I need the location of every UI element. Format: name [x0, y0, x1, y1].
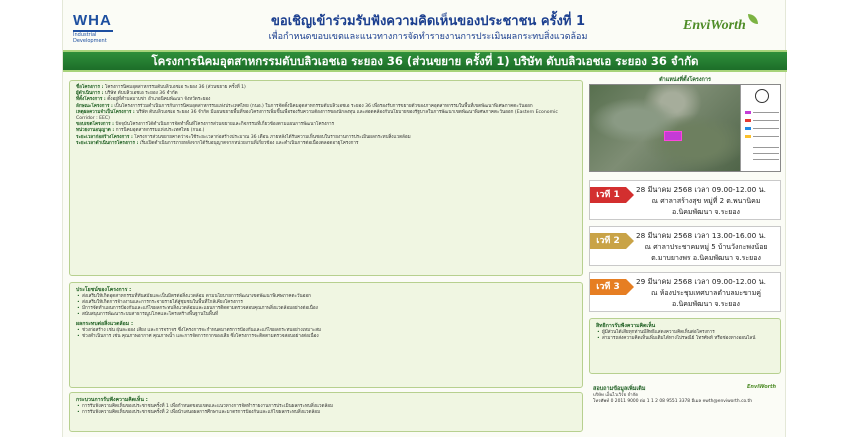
- info-text: บริษัท ดับบลิวเอชเอ ระยอง 36 จำกัด: [104, 91, 178, 97]
- list-item: • การรับฟังความคิดเห็นของประชาชนครั้งที่ 2 เพื่อนำเสนอผลการศึกษาและมาตรการป้องกันและแก้ไขผลกระทบสิ่งแวดล้อม: [76, 410, 576, 416]
- info-text: ปัจจุบันโครงการได้ดำเนินการจัดทำพื้นที่โครงการส่วนขยายและกิจกรรมที่เกี่ยวข้องตามแผนการพัฒนาโครงการ: [115, 122, 335, 128]
- list-item: • มีการจัดทำแผนการป้องกันและแก้ไขผลกระทบสิ่งแวดล้อมและแผนการติดตามตรวจสอบคุณภาพสิ่งแวดล้อมอย่างต่อเนื่อง: [76, 306, 576, 312]
- info-label: หน่วยงานอนุญาต :: [76, 128, 115, 134]
- list-item: • ช่วงดำเนินการ เช่น คุณภาพอากาศ คุณภาพน้ำ และการจัดการกากของเสีย ซึ่งโครงการจะติดตามตรวจสอบอย่างต่อเนื่อง: [76, 334, 576, 340]
- enviworth-logo-text: EnviWorth: [683, 18, 746, 33]
- legend-line: [753, 112, 779, 113]
- benefits-list: [76, 294, 576, 318]
- page-subtitle: เพื่อกำหนดขอบเขตและแนวทางการจัดทำรายงานการประเมินผลกระทบสิ่งแวดล้อม: [268, 32, 588, 42]
- info-label: ระยะเวลาก่อสร้างโครงการ :: [76, 134, 133, 140]
- info-text: การนิคมอุตสาหกรรมแห่งประเทศไทย (กนอ.): [115, 128, 205, 134]
- info-row: [76, 110, 576, 122]
- process-panel: [69, 392, 583, 432]
- session-1-date: 28 มีนาคม 2568 เวลา 09.00-12.00 น.: [636, 185, 766, 194]
- list-item: • สนับสนุนการพัฒนาระบบสาธารณูปโภคและโครงสร้างพื้นฐานในพื้นที่: [76, 312, 576, 318]
- info-label: ผู้ดำเนินการ :: [76, 91, 104, 97]
- wha-logo-sub: Industrial Development: [73, 32, 107, 44]
- list-item: • ช่วงก่อสร้าง เช่น ฝุ่นละออง เสียง และการจราจร ซึ่งโครงการจะกำหนดมาตรการป้องกันและแก้ไขผลกระทบอย่างเหมาะสม: [76, 328, 576, 334]
- list-item: • ส่งเสริมให้เกิดอุตสาหกรรมที่ทันสมัยและเป็นมิตรต่อสิ่งแวดล้อม ตามนโยบายการพัฒนาเขตพัฒนาพิเศษภาคตะวันออก: [76, 294, 576, 300]
- session-2-card: [589, 226, 781, 266]
- impact-list: [76, 328, 576, 340]
- process-list: [76, 404, 576, 416]
- info-text: เริ่มเปิดดำเนินการภายหลังจากได้รับอนุญาตจากหน่วยงานที่เกี่ยวข้อง และดำเนินการต่อเนื่องตลอดอายุโครงการ: [139, 140, 359, 146]
- project-banner: โครงการนิคมอุตสาหกรรมดับบลิวเอชเอ ระยอง 36 (ส่วนขยาย ครั้งที่ 1) บริษัท ดับบลิวเอชเอ ระยอง 36 จำกัด: [63, 50, 787, 72]
- legend-line: [753, 147, 779, 148]
- legend-line: [753, 120, 779, 121]
- info-label: ที่ตั้งโครงการ :: [76, 97, 106, 103]
- rights-title: สิทธิการรับฟังความคิดเห็น: [596, 323, 656, 329]
- contact-block: [589, 382, 781, 432]
- session-3-district: อ.นิคมพัฒนา จ.ระยอง: [672, 300, 740, 308]
- session-1-tag: เวที 1: [590, 187, 626, 203]
- info-row: [76, 141, 576, 147]
- info-label: ลักษณะโครงการ :: [76, 103, 113, 109]
- enviworth-logo: [683, 14, 775, 42]
- benefits-title: ประโยชน์ของโครงการ :: [76, 287, 132, 293]
- impact-title: ผลกระทบต่อสิ่งแวดล้อม :: [76, 321, 134, 327]
- legend-line: [753, 153, 779, 154]
- legend-swatch: [745, 119, 751, 122]
- info-label: ขอบเขตโครงการ :: [76, 122, 115, 128]
- info-text: โครงการนิคมอุตสาหกรรมดับบลิวเอชเอ ระยอง 36 (ส่วนขยาย ครั้งที่ 1): [104, 85, 246, 90]
- session-1-place: ณ ศาลาสร้างสุข หมู่ที่ 2 ต.พนานิคม: [651, 197, 761, 205]
- list-item: • สามารถส่งความคิดเห็นเพิ่มเติมได้ทางไปรษณีย์ โทรศัพท์ หรือช่องทางออนไลน์: [596, 336, 774, 342]
- process-title: กระบวนการรับฟังความคิดเห็น :: [76, 397, 148, 403]
- contact-details: โทรศัพท์ 0 2011 9000 ต่อ 1 1 2 08 9551 3378 อีเมล ewth@enviworth.co.th: [593, 398, 752, 404]
- info-label: ชื่อโครงการ :: [76, 85, 104, 90]
- info-text: โครงการส่วนขยายคาดว่าจะใช้ระยะเวลาก่อสร้างประมาณ 36 เดือน ภายหลังได้รับความเห็นชอบในรายงานการประเมินผลกระทบสิ่งแวดล้อม: [134, 134, 411, 140]
- info-label: เหตุผลความจำเป็นโครงการ :: [76, 109, 135, 115]
- info-label: ระยะเวลาดำเนินการโครงการ :: [76, 140, 139, 146]
- contact-title: สอบถามข้อมูลเพิ่มเติม: [593, 386, 646, 392]
- info-text: เป็นโครงการร่วมดำเนินการกับการนิคมอุตสาหกรรมแห่งประเทศไทย (กนอ.) ในการจัดตั้งนิคมอุตสาหกรรมดับบลิวเอชเอ ระยอง 36 เพื่อรองรับการขยายตัวของภาคอุตสาหกรรมในพื้นที่เขตพัฒนาพิเศษภาคตะวันออก: [114, 103, 533, 109]
- leaf-icon: [748, 14, 758, 24]
- legend-line: [753, 136, 779, 137]
- session-2-tag: เวที 2: [590, 233, 626, 249]
- legend-swatch: [745, 135, 751, 138]
- project-info-panel: [69, 80, 583, 276]
- list-item: • การรับฟังความคิดเห็นของประชาชนครั้งที่ 1 เพื่อกำหนดขอบเขตและแนวทางการจัดทำรายงานการประเมินผลกระทบสิ่งแวดล้อม: [76, 404, 576, 410]
- location-map: [589, 84, 781, 172]
- session-1-district: อ.นิคมพัฒนา จ.ระยอง: [672, 208, 740, 216]
- map-title: ตำแหน่งที่ตั้งโครงการ: [659, 77, 711, 83]
- rights-list: [596, 330, 774, 342]
- info-text: บริษัท ดับบลิวเอชเอ ระยอง 36 จำกัด มีแผนขยายพื้นที่ของโครงการเพิ่มขึ้นเพื่อรองรับความต้องการของนักลงทุน และสอดคล้องกับนโยบายของรัฐบาลในการพัฒนาเขตพัฒนาพิเศษภาคตะวันออก (Eastern Economic Corridor : EEC): [76, 109, 558, 122]
- north-arrow-icon: [755, 89, 769, 103]
- wha-logo-mark: WHA: [73, 12, 112, 29]
- benefits-panel: [69, 282, 583, 388]
- session-2-date: 28 มีนาคม 2568 เวลา 13.00-16.00 น.: [636, 231, 766, 240]
- legend-swatch: [745, 127, 751, 130]
- legend-line: [753, 128, 779, 129]
- info-text: ตั้งอยู่ที่ตำบลมาบข่า อำเภอนิคมพัฒนา จังหวัดระยอง: [107, 97, 211, 103]
- satellite-image: [590, 85, 740, 172]
- wha-logo: [73, 12, 129, 46]
- session-3-date: 29 มีนาคม 2568 เวลา 09.00-12.00 น.: [636, 277, 766, 286]
- rights-panel: [589, 318, 781, 374]
- list-item: • ผู้มีส่วนได้เสียทุกท่านมีสิทธิแสดงความคิดเห็นต่อโครงการ: [596, 330, 774, 336]
- legend-swatch: [745, 111, 751, 114]
- session-2-place: ณ ศาลาประชาคมหมู่ 5 บ้านวังกะพงน้อย: [644, 243, 768, 251]
- session-1-card: [589, 180, 781, 220]
- session-3-card: [589, 272, 781, 312]
- project-site-marker: [664, 131, 682, 141]
- contact-company: บริษัท เอ็นไวเวิร์ธ จำกัด: [593, 393, 639, 398]
- session-2-district: ต.มาบยางพร อ.นิคมพัฒนา จ.ระยอง: [651, 254, 761, 262]
- page-title: ขอเชิญเข้าร่วมรับฟังความคิดเห็นของประชาชน ครั้งที่ 1: [271, 14, 585, 29]
- legend-line: [753, 159, 779, 160]
- session-3-place: ณ ห้องประชุมเทศบาลตำบลมะขามคู่: [651, 289, 761, 297]
- poster: [62, 0, 786, 437]
- session-3-tag: เวที 3: [590, 279, 626, 295]
- list-item: • ส่งเสริมให้เกิดการจ้างงานและการกระจายรายได้สู่ชุมชนในพื้นที่ใกล้เคียงโครงการ: [76, 300, 576, 306]
- map-legend: [740, 85, 781, 172]
- contact-logo: EnviWorth: [747, 384, 777, 390]
